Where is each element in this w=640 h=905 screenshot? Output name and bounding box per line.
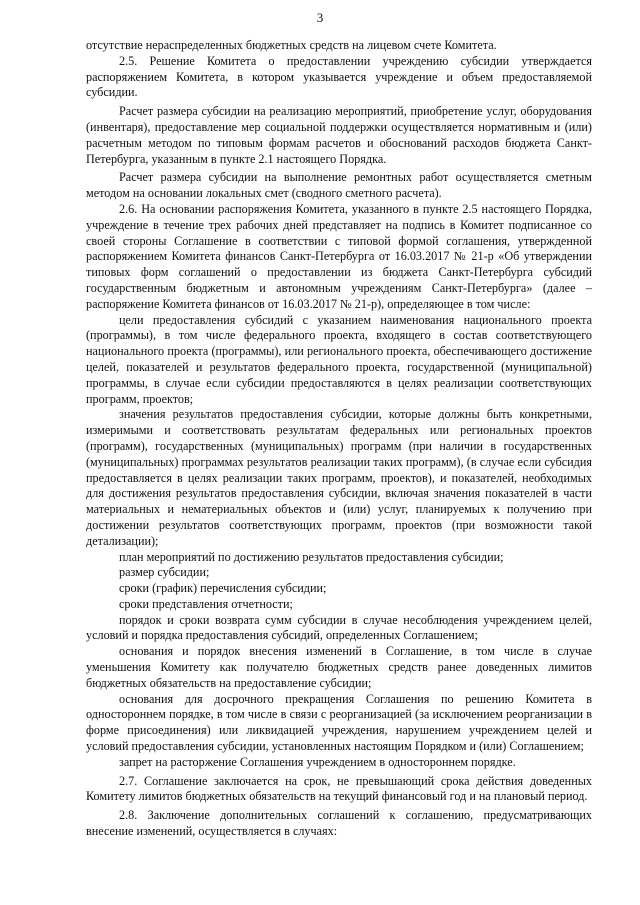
paragraph-2-7: 2.7. Соглашение заключается на срок, не превышающий срока действия доведенных Комитету лимитов бюджетных обязательств на текущий финансовый год и на плановый период. xyxy=(86,773,592,804)
list-item-plan: план мероприятий по достижению результатов предоставления субсидии; xyxy=(119,549,504,564)
paragraph-2-5: 2.5. Решение Комитета о предоставлении учреждению субсидии утверждается распоряжением Комитета, в котором указывается учреждение и объем предоставляемой субсидии. xyxy=(86,53,592,100)
paragraph-2-6: 2.6. На основании распоряжения Комитета, указанного в пункте 2.5 настоящего Порядка, учреждение в течение трех рабочих дней представляет на подпись в Комитет подписанное со своей стороны Соглашение в соответствии с типовой формой соглашения, утвержденной распоряжением Комитета финансов Санкт-Петербурга от 16.03.2017 № 21-р «Об утверждении типовых форм соглашений о предоставлении из бюджета Санкт-Петербурга субсидий государственным бюджетным и автономным учреждениям Санкт-Петербурга» (далее – распоряжение Комитета финансов от 16.03.2017 № 21-р), определяющее в том числе: xyxy=(86,201,592,311)
list-item-termination: основания для досрочного прекращения Соглашения по решению Комитета в одностороннем порядке, в том числе в связи с реорганизацией (за исключением реорганизации в форме присоединения) или ликвидацией учреждения, нарушением учреждением целей и условий предоставления субсидии, установленных настоящим Порядком и (или) Соглашением; xyxy=(86,691,592,754)
paragraph-continuation: отсутствие нераспределенных бюджетных средств на лицевом счете Комитета. xyxy=(86,38,497,52)
list-item-results: значения результатов предоставления субсидии, которые должны быть конкретными, измеримыми и соответствовать результатам федеральных или региональных проектов (программ), государственных (муниципальных) программ (при наличии в государственных (муниципальных) программах результатов реализации таких программ), (в случае если субсидия предоставляется в целях реализации таких программ, проектов), и показателей, необходимых для достижения результатов предоставления субсидии, включая значения показателей в части материальных и нематериальных объектов и (или) услуг, планируемых к получению при достижении результатов соответствующих программ, проектов (при возможности такой детализации); xyxy=(86,407,592,548)
document-body xyxy=(86,38,592,840)
list-item-refund: порядок и сроки возврата сумм субсидии в случае несоблюдения учреждением целей, условий и порядка предоставления субсидий, определенных Соглашением; xyxy=(86,612,592,643)
paragraph-calc-services: Расчет размера субсидии на реализацию мероприятий, приобретение услуг, оборудования (инвентаря), предоставление мер социальной поддержки осуществляется нормативным и (или) расчетным методом по типовым формам расчетов и обоснований расходов бюджета Санкт-Петербурга, указанным в пункте 2.1 настоящего Порядка. xyxy=(86,104,592,166)
list-item-reporting: сроки представления отчетности; xyxy=(119,596,293,611)
list-item-prohibition: запрет на расторжение Соглашения учреждением в одностороннем порядке. xyxy=(119,754,516,769)
list-item-amendments: основания и порядок внесения изменений в Соглашение, в том числе в случае уменьшения Комитету как получателю бюджетных средств ранее доведенных лимитов бюджетных обязательств на предоставление субсидии; xyxy=(86,644,592,690)
list-item-schedule: сроки (график) перечисления субсидии; xyxy=(119,581,327,596)
paragraph-2-8: 2.8. Заключение дополнительных соглашений к соглашению, предусматривающих внесение изменений, осуществляется в случаях: xyxy=(86,808,592,839)
list-item-goals: цели предоставления субсидий с указанием наименования национального проекта (программы), в том числе федерального проекта, входящего в состав соответствующего национального проекта (программы), или регионального проекта, обеспечивающего достижение целей, показателей и результатов федерального проекта, государственной (муниципальной) программы, в случае если субсидии предоставляются в целях реализации соответствующих программ, проектов; xyxy=(86,312,592,406)
page-number: 3 xyxy=(316,10,324,25)
paragraph-calc-repairs: Расчет размера субсидии на выполнение ремонтных работ осуществляется сметным методом на основании локальных смет (сводного сметного расчета). xyxy=(86,170,592,201)
list-item-amount: размер субсидии; xyxy=(119,565,210,580)
